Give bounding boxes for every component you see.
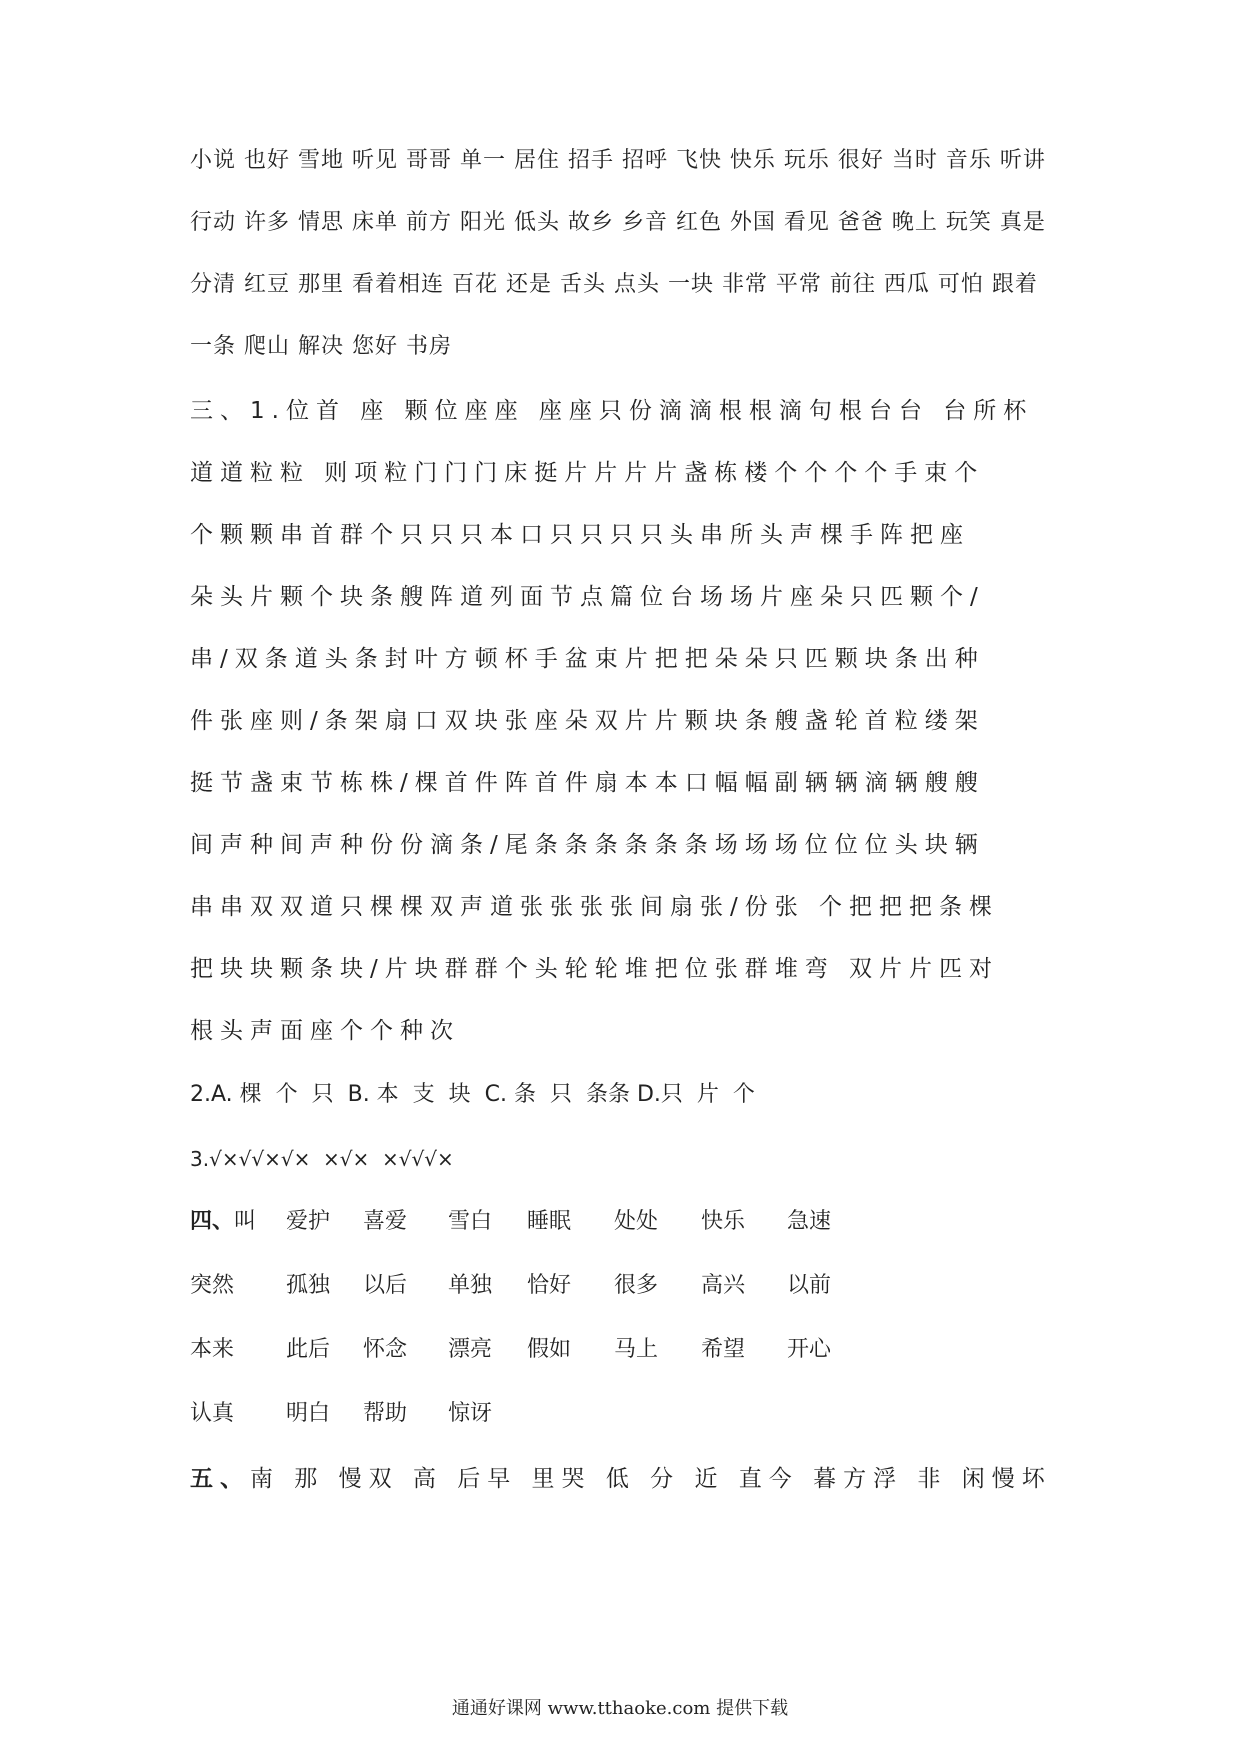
word-cell: 马上 (614, 1337, 659, 1362)
word-cell: 喜爱 (363, 1209, 408, 1234)
section3-line-7: 挺节盏束节栋株/棵首件阵首件扇本本口幅幅副辆辆滴辆艘艘 (190, 770, 985, 796)
word-cell: 很多 (614, 1273, 659, 1298)
word-cell: 高兴 (701, 1273, 746, 1298)
word-cell: 雪白 (448, 1209, 493, 1234)
section4-label: 四、 (190, 1209, 235, 1234)
section5-line (190, 1464, 1052, 1494)
word-cell: 叫 (234, 1209, 257, 1234)
word-cell: 突然 (190, 1273, 235, 1298)
section3-line-10: 把块块颗条块/片块群群个头轮轮堆把位张群堆弯 双片片匹对 (190, 956, 1000, 982)
word-cell: 明白 (286, 1401, 331, 1426)
word-cell: 漂亮 (448, 1337, 493, 1362)
section3-part3: 3.√×√√×√× ×√× ×√√√× (190, 1147, 454, 1171)
word-cell: 爱护 (286, 1209, 331, 1234)
section3-line-3: 个颗颗串首群个只只只本口只只只只头串所头声棵手阵把座 (190, 522, 970, 548)
vocab-line-4: 一条 爬山 解决 您好 书房 (190, 334, 452, 359)
section3-line-1: 三、1.位首 座 颗位座座 座座只份滴滴根根滴句根台台 台所杯 (190, 398, 1034, 424)
word-cell: 假如 (527, 1337, 572, 1362)
word-cell: 开心 (787, 1337, 832, 1362)
word-cell: 孤独 (286, 1273, 331, 1298)
vocab-line-3: 分清 红豆 那里 看着相连 百花 还是 舌头 点头 一块 非常 平常 前往 西瓜 可怕 跟着 (190, 272, 1038, 297)
section3-part2: 2.A. 棵 个 只 B. 本 支 块 C. 条 只 条条 D.只 片 个 (190, 1082, 755, 1107)
word-cell: 希望 (701, 1337, 746, 1362)
word-cell: 急速 (787, 1209, 832, 1234)
word-cell: 单独 (448, 1273, 493, 1298)
word-cell: 此后 (286, 1337, 331, 1362)
word-cell: 处处 (614, 1209, 659, 1234)
section5-label: 五、 (190, 1466, 250, 1492)
vocab-line-1: 小说 也好 雪地 听见 哥哥 单一 居住 招手 招呼 飞快 快乐 玩乐 很好 当时 音乐 听讲 (190, 148, 1046, 173)
section3-line-9: 串串双双道只棵棵双声道张张张张间扇张/份张 个把把把条棵 (190, 894, 1000, 920)
section3-line-2: 道道粒粒 则项粒门门门床挺片片片片盏栋楼个个个个手束个 (190, 460, 985, 486)
section3-line-8: 间声种间声种份份滴条/尾条条条条条条场场场位位位头块辆 (190, 832, 985, 858)
vocab-line-2: 行动 许多 情思 床单 前方 阳光 低头 故乡 乡音 红色 外国 看见 爸爸 晚上 玩笑 真是 (190, 210, 1046, 235)
word-cell: 睡眠 (527, 1209, 572, 1234)
section5-text: 南 那 慢双 高 后早 里哭 低 分 近 直今 暮方浮 非 闲慢坏 (250, 1466, 1052, 1492)
word-cell: 怀念 (363, 1337, 408, 1362)
section3-line-4: 朵头片颗个块条艘阵道列面节点篇位台场场片座朵只匹颗个/ (190, 584, 985, 610)
word-cell: 以后 (363, 1273, 408, 1298)
page-footer: 通通好课网 www.tthaoke.com 提供下载 (451, 1698, 789, 1719)
section3-line-5: 串/双条道头条封叶方顿杯手盆束片把把朵朵只匹颗块条出种 (190, 646, 985, 672)
word-cell: 快乐 (701, 1209, 746, 1234)
word-cell: 恰好 (527, 1273, 572, 1298)
word-cell: 认真 (190, 1401, 235, 1426)
word-cell: 惊讶 (448, 1401, 493, 1426)
section3-line-11: 根头声面座个个种次 (190, 1018, 460, 1044)
section3-line-6: 件张座则/条架扇口双块张座朵双片片颗块条艘盏轮首粒缕架 (190, 708, 985, 734)
word-cell: 以前 (787, 1273, 832, 1298)
word-cell: 本来 (190, 1337, 235, 1362)
word-cell: 帮助 (363, 1401, 408, 1426)
